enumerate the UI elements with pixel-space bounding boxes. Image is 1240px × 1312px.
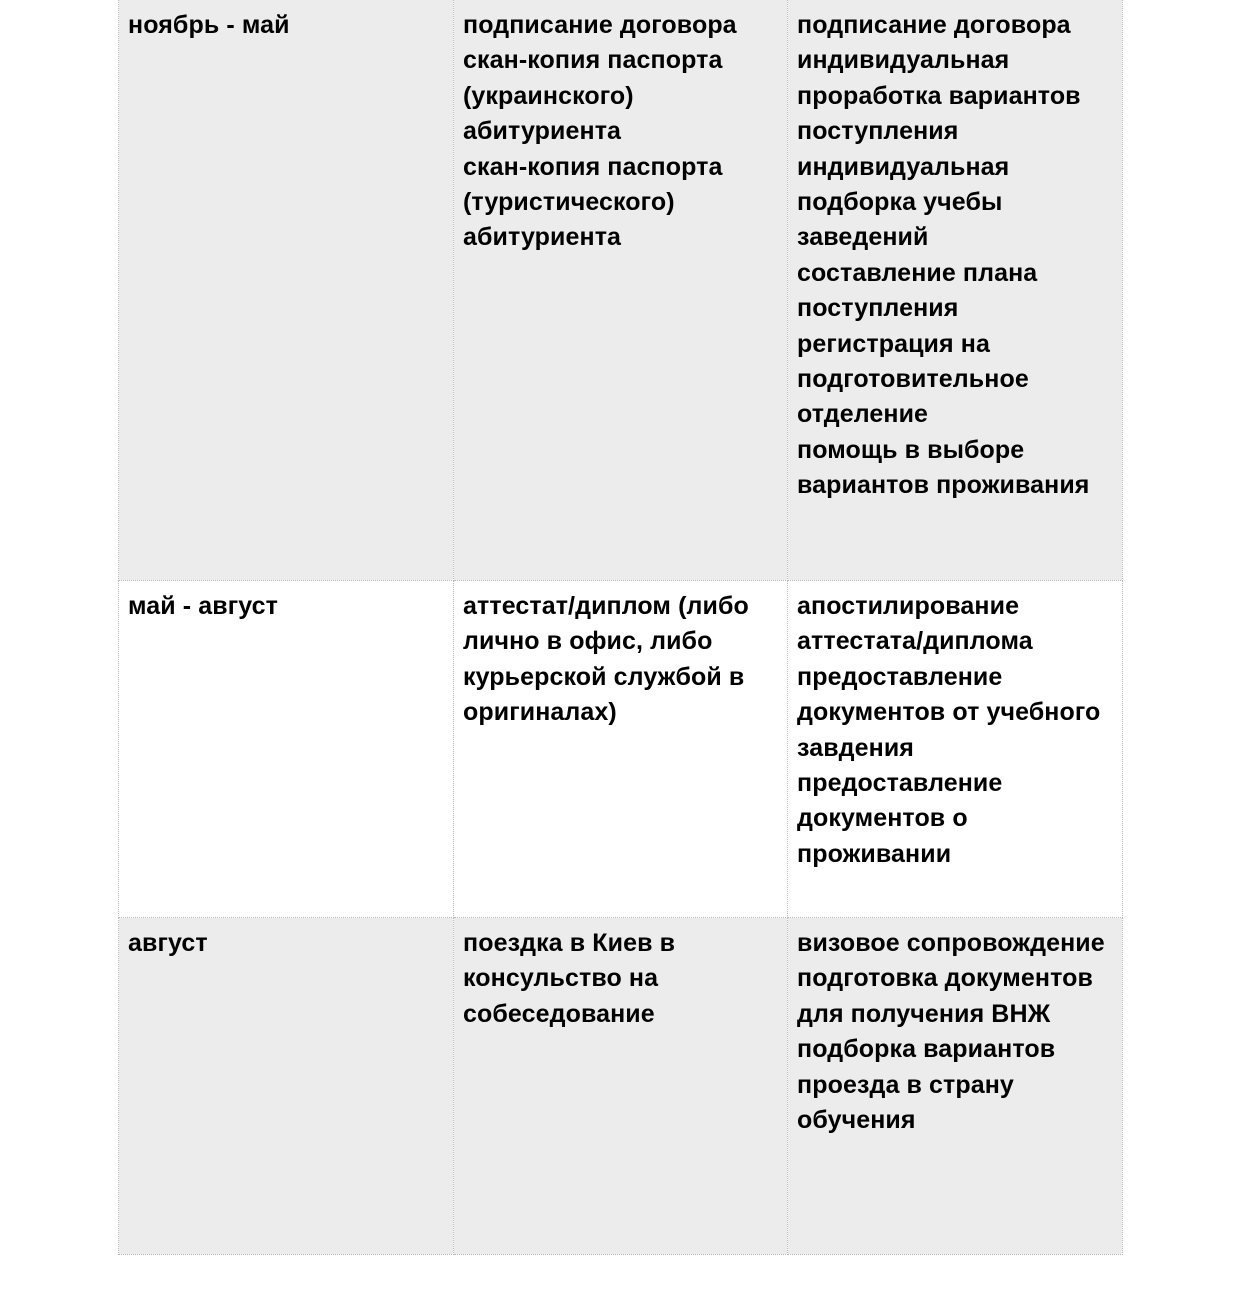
list-item: индивидуальная проработка вариантов поступления [797,46,1081,146]
agency-services-cell [788,918,1123,1255]
list-item: подборка вариантов проезда в страну обучения [797,1035,1056,1135]
table-row [119,0,1123,581]
period-label: май - август [128,592,278,620]
agency-services-cell [788,0,1123,581]
list-item: поездка в Киев в консульство на собеседование [463,929,676,1028]
agency-services-cell [788,581,1123,918]
client-documents-cell [454,581,788,918]
period-cell [119,918,454,1255]
list-item: индивидуальная подборка учебы заведений [797,152,1010,252]
schedule-table [118,0,1123,1255]
period-label: ноябрь - май [128,11,290,39]
table-row [119,918,1123,1255]
list-item: апостилирование аттестата/диплома [797,592,1033,656]
period-cell [119,581,454,918]
period-label: август [128,929,208,957]
list-item: подписание договора [463,11,737,39]
list-item: помощь в выборе вариантов проживания [797,435,1090,500]
list-item: подготовка документов для получения ВНЖ [797,964,1093,1028]
list-item: скан-копия паспорта (украинского) абитуриента [463,46,723,146]
list-item: предоставление документов о проживании [797,769,1003,868]
list-item: аттестат/диплом (либо лично в офис, либо курьерской службой в оригиналах) [463,592,749,727]
client-documents-cell [454,918,788,1255]
client-documents-cell [454,0,788,581]
table-row [119,581,1123,918]
period-cell [119,0,454,581]
list-item: подписание договора [797,11,1071,39]
list-item: составление плана поступления [797,258,1038,323]
list-item: предоставление документов от учебного завдения [797,662,1101,762]
list-item: скан-копия паспорта (туристического) абитуриента [463,152,723,252]
list-item: визовое сопровождение [797,929,1105,957]
list-item: регистрация на подготовительное отделение [797,329,1029,429]
